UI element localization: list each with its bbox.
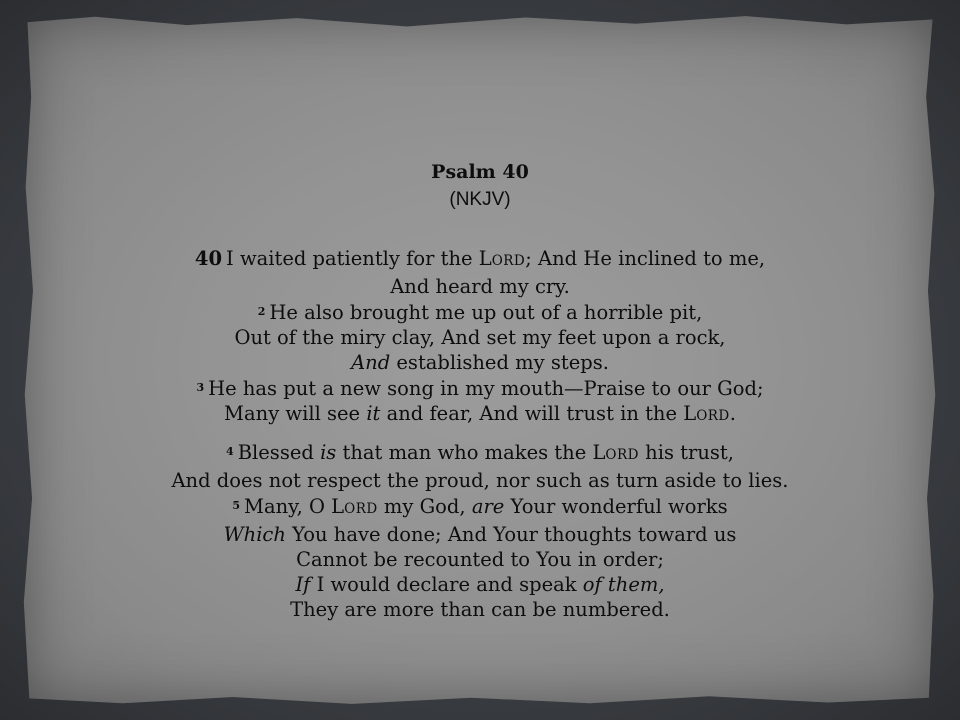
verse-1-line-1: 40 I waited patiently for the LORD; And He inclined to me, [194, 247, 766, 270]
verse-3-line-1: $^3$ He has put a new song in my mouth—Praise to our God; [196, 377, 764, 400]
lord-word: LORD [331, 495, 378, 518]
verse-1-line-2: And heard my cry. [390, 275, 570, 298]
verse-2-line-3: And established my steps. [351, 351, 609, 374]
lord-word: LORD [592, 441, 639, 464]
verse-number: 3 [196, 381, 205, 394]
translation-label: (NKJV) [449, 189, 511, 210]
verse-number: 4 [226, 445, 234, 458]
page-title: Psalm 40 [431, 161, 529, 183]
lord-word: LORD [478, 247, 526, 270]
verse-number: 40 [194, 247, 223, 270]
verse-4-line-2: And does not respect the proud, nor such as turn aside to lies. [171, 469, 789, 492]
verse-5-line-1: $^5$ Many, O LORD my God, are Your wonderful works [232, 495, 728, 518]
lord-word: LORD [683, 402, 730, 425]
verse-5-line-2: Which You have done; And Your thoughts toward us [223, 523, 737, 546]
verse-number: 2 [257, 305, 266, 318]
verse-number: 5 [232, 499, 240, 512]
verse-5-line-3: Cannot be recounted to You in order; [296, 548, 664, 571]
slide-content [40, 160, 920, 622]
verse-4-line-1: $^4$ Blessed is that man who makes the LORD his trust, [226, 441, 734, 464]
verse-5-line-4: If I would declare and speak of them, [295, 573, 665, 596]
verse-5-line-5: They are more than can be numbered. [290, 598, 670, 621]
verse-2-line-2: Out of the miry clay, And set my feet upon a rock, [234, 326, 726, 349]
verse-3-line-2: Many will see it and fear, And will trust in the LORD. [224, 402, 736, 425]
verse-2-line-1: $^2$ He also brought me up out of a horrible pit, [257, 301, 703, 324]
